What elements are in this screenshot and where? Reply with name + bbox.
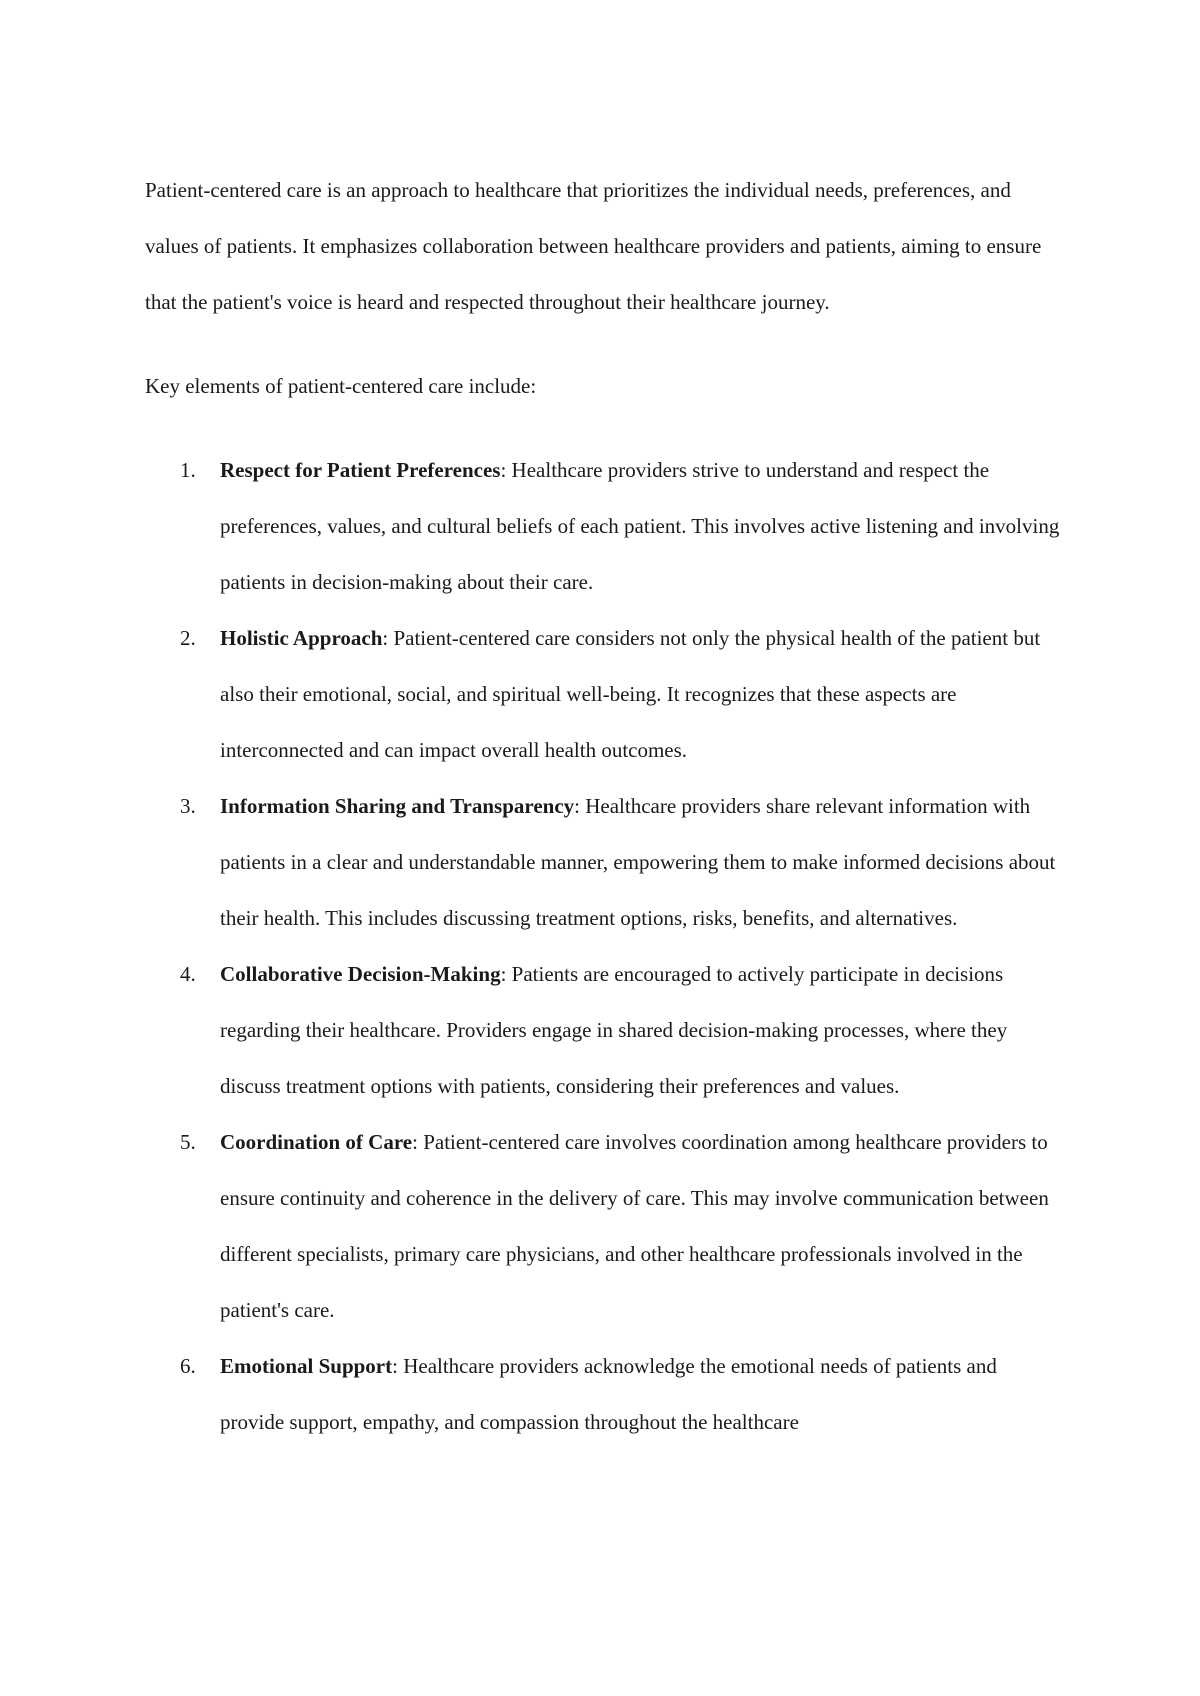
- list-item: [180, 610, 1065, 778]
- list-item-term: Information Sharing and Transparency: [220, 794, 575, 818]
- list-item-text: : Patient-centered care involves coordination among healthcare providers to ensure continuity and coherence in the delivery of care. This may involve communication between different specialists, primary care physicians, and other healthcare professionals involved in the patient's care.: [220, 1130, 1049, 1322]
- list-item-term: Collaborative Decision-Making: [220, 962, 501, 986]
- list-item: [180, 946, 1065, 1114]
- list-item-text: : Patient-centered care considers not only the physical health of the patient but also their emotional, social, and spiritual well-being. It recognizes that these aspects are interconnected and can impact overall health outcomes.: [220, 626, 1041, 762]
- list-item-text: : Healthcare providers acknowledge the emotional needs of patients and provide support, empathy, and compassion throughout the healthcare: [220, 1354, 997, 1434]
- list-lead-paragraph: Key elements of patient-centered care include:: [145, 374, 537, 398]
- list-item-term: Respect for Patient Preferences: [220, 458, 501, 482]
- list-item: [180, 1114, 1065, 1338]
- list-item-term: Holistic Approach: [220, 626, 383, 650]
- list-item-number: 6.: [180, 1354, 196, 1378]
- list-item-text: : Patients are encouraged to actively participate in decisions regarding their healthcare. Providers engage in shared decision-making processes, where they discuss treatment options with patients, considering their preferences and values.: [220, 962, 1008, 1098]
- list-item-number: 3.: [180, 794, 196, 818]
- list-item: [180, 442, 1065, 610]
- list-item-text: : Healthcare providers strive to understand and respect the preferences, values, and cultural beliefs of each patient. This involves active listening and involving patients in decision-making about their care.: [220, 458, 1060, 594]
- list-item-text: : Healthcare providers share relevant information with patients in a clear and understandable manner, empowering them to make informed decisions about their health. This includes discussing treatment options, risks, benefits, and alternatives.: [220, 794, 1056, 930]
- list-item-term: Emotional Support: [220, 1354, 393, 1378]
- document-page: [145, 162, 1065, 1450]
- list-item-number: 1.: [180, 458, 196, 482]
- intro-paragraph: Patient-centered care is an approach to healthcare that prioritizes the individual needs, preferences, and values of patients. It emphasizes collaboration between healthcare providers and patients, aiming to ensure that the patient's voice is heard and respected throughout their healthcare journey.: [145, 178, 1042, 314]
- list-item-number: 4.: [180, 962, 196, 986]
- list-item-term: Coordination of Care: [220, 1130, 413, 1154]
- key-elements-list: [145, 442, 1065, 1450]
- list-item-number: 2.: [180, 626, 196, 650]
- list-item-number: 5.: [180, 1130, 196, 1154]
- list-item: [180, 778, 1065, 946]
- list-item: [180, 1338, 1065, 1450]
